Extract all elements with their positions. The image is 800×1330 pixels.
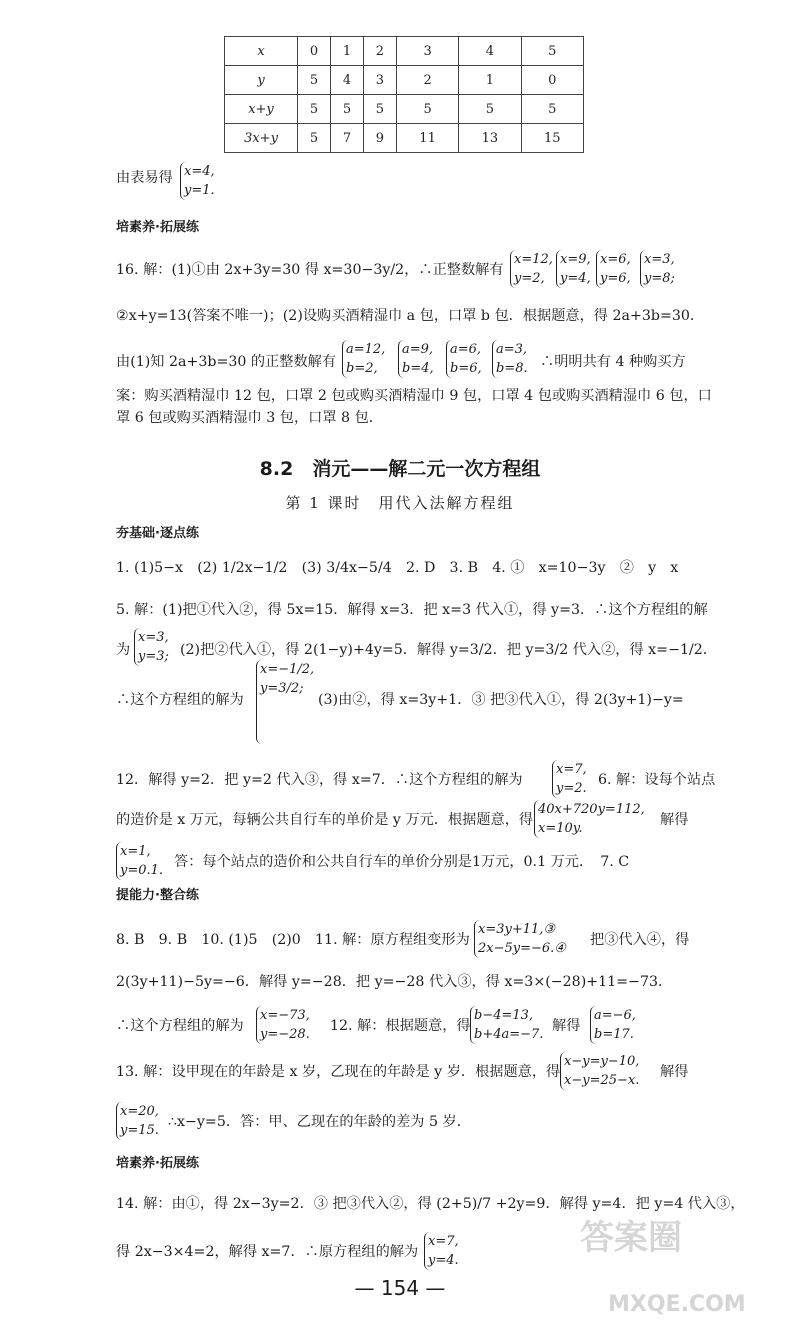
text-line: ∴这个方程组的解为 xyxy=(116,1018,244,1034)
text-line: 2(3y+11)−5y=−6．解得 y=−28．把 y=−28 代入③，得 x=3×(−28)+11=−73． xyxy=(116,974,673,990)
equation-brace xyxy=(640,250,675,288)
table-cell: 3 xyxy=(363,66,396,95)
equation-brace xyxy=(116,1102,159,1140)
section-title: 8.2 消元——解二元一次方程组 xyxy=(259,458,541,480)
brace-line: b+4a=−7. xyxy=(474,1027,544,1042)
table-row xyxy=(225,37,584,66)
table-cell: 5 xyxy=(298,66,331,95)
text-line: 由表易得 xyxy=(116,170,173,186)
equation-brace xyxy=(556,250,591,288)
text-line: (2)把②代入①，得 2(1−y)+4y=5．解得 y=3/2．把 y=3/2 代入②，得 x=−1/2． xyxy=(180,642,717,658)
brace-line: x=−1/2, xyxy=(260,662,315,677)
brace-line: y=3/2; xyxy=(260,681,304,696)
text-line: 1. (1)5−x (2) 1/2x−1/2 (3) 3/4x−5/4 2. D 3. B 4. ① x=10−3y ② y x xyxy=(116,560,679,576)
table-cell: 0 xyxy=(298,37,331,66)
text-line: 12．解得 y=2．把 y=2 代入③，得 x=7．∴这个方程组的解为 xyxy=(116,772,523,788)
table-cell: 5 xyxy=(298,124,331,153)
equation-brace xyxy=(596,250,631,288)
brace-line: y=3; xyxy=(138,649,169,664)
section-heading: 培素养·拓展练 xyxy=(116,1156,199,1171)
brace-line: x=7, xyxy=(428,1234,459,1249)
equation-brace xyxy=(590,1006,636,1044)
brace-line: x−y=y−10, xyxy=(564,1054,640,1069)
brace-line: x=20, xyxy=(120,1104,159,1119)
equation-brace xyxy=(398,340,434,378)
equation-brace xyxy=(342,340,385,378)
brace-line: x=−73, xyxy=(260,1008,310,1023)
equation-brace xyxy=(534,800,645,838)
text-line: 13. 解：设甲现在的年龄是 x 岁，乙现在的年龄是 y 岁．根据题意，得 xyxy=(116,1064,561,1080)
brace-line: y=15. xyxy=(120,1123,159,1138)
text-line: ∴这个方程组的解为 xyxy=(116,692,244,708)
lesson-subtitle: 第 1 课时 用代入法解方程组 xyxy=(285,494,515,512)
equation-brace xyxy=(552,760,587,798)
table-row xyxy=(225,95,584,124)
brace-line: x=3, xyxy=(138,630,169,645)
brace-line: b=17. xyxy=(594,1027,634,1042)
equation-brace xyxy=(492,340,528,378)
brace-line: y=4, xyxy=(560,271,591,286)
equation-brace xyxy=(256,660,314,744)
text-line: 为 xyxy=(116,642,131,658)
table-row xyxy=(225,66,584,95)
table-cell: 7 xyxy=(330,124,363,153)
brace-line: b=2, xyxy=(346,361,378,376)
equation-brace xyxy=(510,250,553,288)
equation-brace xyxy=(424,1232,459,1270)
brace-line: y=0.1. xyxy=(120,863,164,878)
equation-brace xyxy=(560,1052,639,1090)
watermark-url: MXQE.COM xyxy=(608,1292,746,1317)
table-cell: 11 xyxy=(396,124,458,153)
row-header: x+y xyxy=(225,95,298,124)
table-cell: 5 xyxy=(459,95,521,124)
text-line: 由(1)知 2a+3b=30 的正整数解有 xyxy=(116,354,337,370)
brace-line: x=4, xyxy=(184,164,215,179)
table-cell: 0 xyxy=(521,66,583,95)
table-cell: 9 xyxy=(363,124,396,153)
text-line: 案：购买酒精湿巾 12 包，口罩 2 包或购买酒精湿巾 9 包，口罩 4 包或购买酒精湿巾 6 包，口 xyxy=(116,388,712,404)
text-line: ②x+y=13(答案不唯一)；(2)设购买酒精湿巾 a 包，口罩 b 包．根据题意，得 2a+3b=30． xyxy=(116,308,705,324)
table-row xyxy=(225,124,584,153)
equation-brace xyxy=(134,628,169,666)
text-line: 解得 xyxy=(660,812,689,828)
text-line: 解得 xyxy=(552,1018,581,1034)
table-cell: 5 xyxy=(521,37,583,66)
brace-line: a=12, xyxy=(346,342,386,357)
text-line: 解得 xyxy=(660,1064,689,1080)
brace-line: y=8; xyxy=(644,271,675,286)
text-line: 罩 6 包或购买酒精湿巾 3 包，口罩 8 包． xyxy=(116,410,383,426)
brace-line: b=6, xyxy=(450,361,482,376)
watermark-logo: 答案圈 xyxy=(580,1218,682,1258)
text-line: ∴明明共有 4 种购买方 xyxy=(540,354,686,370)
row-header: y xyxy=(225,66,298,95)
brace-line: y=2. xyxy=(556,781,587,796)
text-line: 12. 解：根据题意，得 xyxy=(330,1018,471,1034)
brace-line: a=6, xyxy=(450,342,482,357)
table-cell: 5 xyxy=(298,95,331,124)
row-header: 3x+y xyxy=(225,124,298,153)
text-line: 得 2x−3×4=2，解得 x=7．∴原方程组的解为 xyxy=(116,1244,419,1260)
equation-brace xyxy=(446,340,482,378)
brace-line: x=12, xyxy=(514,252,553,267)
equation-brace xyxy=(474,920,566,958)
brace-line: x=7, xyxy=(556,762,587,777)
table-cell: 5 xyxy=(363,95,396,124)
text-line: 6. 解：设每个站点 xyxy=(598,772,716,788)
brace-line: y=2, xyxy=(514,271,545,286)
equation-brace xyxy=(256,1006,310,1044)
row-header: x xyxy=(225,37,298,66)
brace-line: x=10y. xyxy=(538,821,583,836)
table-cell: 1 xyxy=(330,37,363,66)
text-line: 14. 解：由①，得 2x−3y=2．③ 把③代入②，得 (2+5)/7 +2y=9．解得 y=4．把 y=4 代入③， xyxy=(116,1196,745,1212)
brace-line: a=3, xyxy=(496,342,528,357)
brace-line: 40x+720y=112, xyxy=(538,802,645,817)
text-line: 16. 解：(1)①由 2x+3y=30 得 x=30−3y/2，∴正整数解有 xyxy=(116,262,504,278)
table-cell: 5 xyxy=(396,95,458,124)
table-cell: 13 xyxy=(459,124,521,153)
section-heading: 培素养·拓展练 xyxy=(116,220,199,235)
brace-line: b=8. xyxy=(496,361,528,376)
equation-brace xyxy=(180,162,215,200)
brace-line: x=1, xyxy=(120,844,151,859)
brace-line: y=6, xyxy=(600,271,631,286)
brace-line: y=−28. xyxy=(260,1027,310,1042)
text-line: ∴x−y=5．答：甲、乙现在的年龄的差为 5 岁． xyxy=(168,1114,471,1130)
table-cell: 5 xyxy=(330,95,363,124)
table-cell: 3 xyxy=(396,37,458,66)
brace-line: a=9, xyxy=(402,342,434,357)
brace-line: x=3y+11,③ xyxy=(478,922,556,937)
text-line: (3)由②，得 x=3y+1．③ 把③代入①，得 2(3y+1)−y= xyxy=(318,692,684,708)
brace-line: y=4. xyxy=(428,1253,459,1268)
brace-line: x=6, xyxy=(600,252,631,267)
table-cell: 2 xyxy=(363,37,396,66)
text-line: 的造价是 x 万元，每辆公共自行车的单价是 y 万元．根据题意，得 xyxy=(116,812,534,828)
table-cell: 15 xyxy=(521,124,583,153)
table-cell: 2 xyxy=(396,66,458,95)
brace-line: 2x−5y=−6.④ xyxy=(478,941,566,956)
value-table xyxy=(224,36,584,153)
text-line: 5. 解：(1)把①代入②，得 5x=15．解得 x=3．把 x=3 代入①，得 y=3．∴这个方程组的解 xyxy=(116,602,708,618)
brace-line: b−4=13, xyxy=(474,1008,534,1023)
brace-line: a=−6, xyxy=(594,1008,636,1023)
brace-line: b=4, xyxy=(402,361,434,376)
text-line: 8. B 9. B 10. (1)5 (2)0 11. 解：原方程组变形为 xyxy=(116,932,470,948)
brace-line: x=9, xyxy=(560,252,591,267)
brace-line: x−y=25−x. xyxy=(564,1073,640,1088)
brace-line: y=1. xyxy=(184,183,215,198)
table-cell: 5 xyxy=(521,95,583,124)
table-cell: 1 xyxy=(459,66,521,95)
brace-line: x=3, xyxy=(644,252,675,267)
text-line: 答：每个站点的造价和公共自行车的单价分别是1万元，0.1 万元． 7. C xyxy=(174,854,630,870)
text-line: 把③代入④，得 xyxy=(590,932,690,948)
table-cell: 4 xyxy=(330,66,363,95)
equation-brace xyxy=(470,1006,543,1044)
table-cell: 4 xyxy=(459,37,521,66)
section-heading: 夯基础·逐点练 xyxy=(116,526,199,541)
page-number: — 154 — xyxy=(354,1276,446,1300)
section-heading: 提能力·整合练 xyxy=(116,888,199,903)
equation-brace xyxy=(116,842,163,880)
